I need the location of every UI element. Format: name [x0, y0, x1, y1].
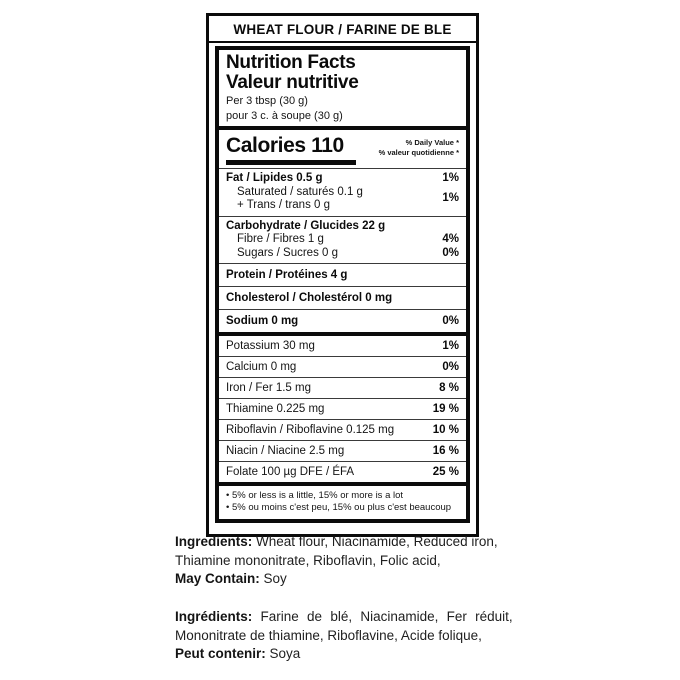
cholesterol-row	[219, 287, 466, 309]
serving-size-fr: pour 3 c. à soupe (30 g)	[226, 110, 343, 122]
ingredients-line1-fr: Farine de blé, Niacinamide, Fer réduit,	[260, 609, 513, 624]
nutrient-protein: Protein / Protéines 4 g	[226, 269, 348, 281]
footnote-en: • 5% or less is a little, 15% or more is a lot	[226, 490, 404, 501]
niacin-row	[219, 441, 466, 461]
sugars-dv: 0%	[442, 246, 459, 259]
ingredients-label-fr: Ingrédients:	[175, 609, 253, 624]
ingredients-line2-fr: Mononitrate de thiamine, Riboflavine, Acide folique,	[175, 627, 482, 643]
nutrient-carbohydrate: Carbohydrate / Glucides 22 g	[226, 219, 386, 232]
ingredients-label-en: Ingredients:	[175, 534, 253, 549]
potassium-row	[219, 336, 466, 356]
peut-contenir-value: Soya	[269, 646, 301, 661]
serving-size-en: Per 3 tbsp (30 g)	[226, 95, 308, 107]
product-title: WHEAT FLOUR / FARINE DE BLE	[209, 16, 476, 43]
calcium-dv: 0%	[442, 361, 459, 373]
nutrient-iron: Iron / Fer 1.5 mg	[226, 382, 312, 394]
nft-title-en: Nutrition Facts	[226, 52, 356, 73]
ingredients-french	[175, 608, 515, 664]
potassium-dv: 1%	[442, 340, 459, 352]
saturated-trans-dv: 1%	[442, 192, 459, 205]
may-contain-value: Soy	[263, 571, 287, 586]
calories-value: Calories 110	[226, 134, 356, 165]
peut-contenir-label: Peut contenir:	[175, 646, 266, 661]
nutrient-fibre: Fibre / Fibres 1 g	[237, 233, 324, 245]
folate-row	[219, 462, 466, 482]
nutrient-niacin: Niacin / Niacine 2.5 mg	[226, 445, 345, 457]
nutrition-facts-table	[215, 46, 470, 523]
sodium-row	[219, 310, 466, 332]
ingredients-line2-en: Thiamine mononitrate, Riboflavin, Folic acid,	[175, 552, 441, 568]
nft-title-fr: Valeur nutritive	[226, 72, 359, 93]
ingredients-english	[175, 533, 515, 589]
nutrient-fat: Fat / Lipides 0.5 g	[226, 172, 323, 184]
nutrient-saturated: Saturated / saturés 0.1 g	[237, 185, 363, 198]
fibre-dv: 4%	[442, 233, 459, 245]
nutrient-potassium: Potassium 30 mg	[226, 340, 315, 352]
daily-value-footnotes	[219, 486, 466, 519]
protein-row	[219, 264, 466, 286]
riboflavin-row	[219, 420, 466, 440]
nutrient-trans: + Trans / trans 0 g	[237, 199, 331, 211]
ingredients-line1-en: Wheat flour, Niacinamide, Reduced iron,	[256, 534, 498, 549]
sodium-dv: 0%	[442, 315, 459, 327]
folate-dv: 25 %	[432, 466, 459, 478]
fat-dv: 1%	[442, 172, 459, 184]
iron-dv: 8 %	[439, 382, 459, 394]
nft-header	[219, 50, 466, 126]
footnote-fr: • 5% ou moins c'est peu, 15% ou plus c'est beaucoup	[226, 502, 452, 513]
fat-group	[219, 169, 466, 216]
calcium-row	[219, 357, 466, 377]
niacin-dv: 16 %	[432, 445, 459, 457]
nutrient-sodium: Sodium 0 mg	[226, 315, 299, 327]
thiamine-row	[219, 399, 466, 419]
nutrient-sugars: Sugars / Sucres 0 g	[237, 246, 338, 259]
nutrient-folate: Folate 100 µg DFE / ÉFA	[226, 466, 355, 478]
carbohydrate-group	[219, 217, 466, 264]
nutrient-thiamine: Thiamine 0.225 mg	[226, 403, 325, 415]
nutrient-riboflavin: Riboflavin / Riboflavine 0.125 mg	[226, 424, 395, 436]
may-contain-label: May Contain:	[175, 571, 260, 586]
riboflavin-dv: 10 %	[432, 424, 459, 436]
thiamine-dv: 19 %	[432, 403, 459, 415]
calories-row	[219, 130, 466, 168]
daily-value-header: % Daily Value * % valeur quotidienne *	[378, 138, 459, 157]
iron-row	[219, 378, 466, 398]
nutrient-cholesterol: Cholesterol / Cholestérol 0 mg	[226, 292, 393, 304]
nutrition-label	[206, 13, 479, 537]
nutrient-calcium: Calcium 0 mg	[226, 361, 297, 373]
